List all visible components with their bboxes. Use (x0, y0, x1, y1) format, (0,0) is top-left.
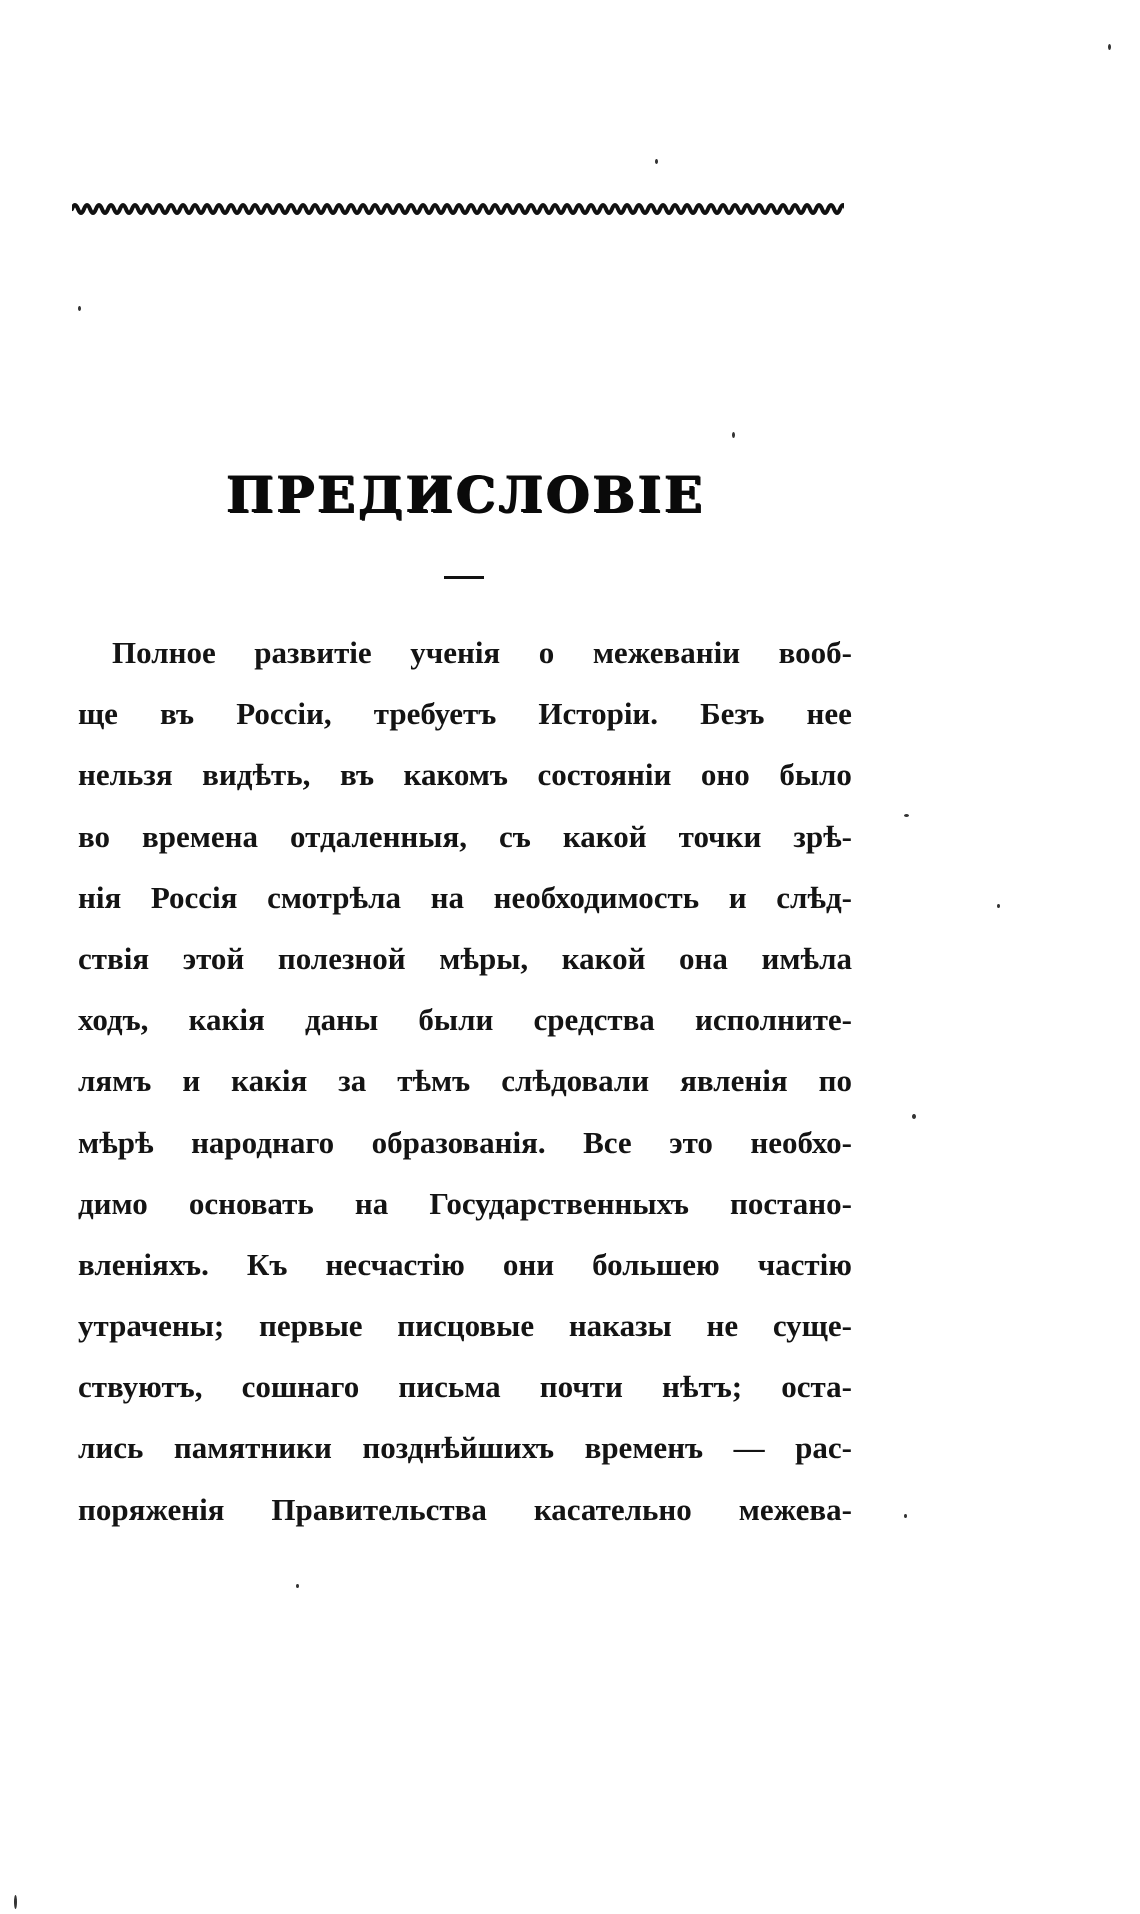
text-line (78, 1295, 852, 1356)
page-title: ПРЕДИСЛОВІЕ (225, 465, 705, 524)
word: въ (339, 757, 375, 793)
word: о (538, 635, 555, 670)
word: зрѣ- (793, 818, 852, 854)
word: касательно (533, 1491, 692, 1527)
word: межева- (738, 1491, 852, 1527)
word: съ (499, 818, 531, 854)
word: — (733, 1430, 765, 1466)
word: какой (562, 818, 647, 854)
title-divider (444, 576, 484, 579)
scan-speck (904, 1514, 907, 1518)
scan-speck (14, 1895, 17, 1909)
word: это (669, 1124, 713, 1160)
word: письма (398, 1369, 501, 1405)
word: межеваніи (592, 635, 741, 670)
word: вленіяхъ. (78, 1246, 209, 1282)
word: исполните- (695, 1002, 852, 1038)
text-line (78, 867, 852, 928)
word: постано- (730, 1185, 852, 1221)
scan-speck (904, 814, 909, 817)
word: какомъ (403, 757, 508, 793)
word: сошнаго (241, 1369, 360, 1405)
word: состояніи (537, 757, 672, 793)
word: временъ (584, 1430, 704, 1466)
word: развитіе (254, 635, 372, 670)
text-line (78, 989, 852, 1050)
word: нельзя (78, 757, 173, 793)
word: ствуютъ, (78, 1369, 203, 1405)
text-line (78, 1479, 852, 1540)
word: большею (592, 1246, 720, 1282)
word: Правительства (271, 1491, 487, 1527)
text-line (78, 622, 852, 683)
word: она (679, 940, 728, 976)
word: имѣла (761, 940, 852, 976)
text-line (78, 1173, 852, 1234)
word: оста- (781, 1369, 852, 1405)
word: Исторіи. (538, 696, 659, 732)
text-line (78, 806, 852, 867)
word: средства (533, 1002, 655, 1038)
word: и (182, 1063, 201, 1099)
word: утрачены; (78, 1308, 225, 1344)
word: лись (78, 1430, 144, 1466)
word: ще (78, 696, 118, 732)
word: не (706, 1308, 739, 1344)
word: на (430, 879, 464, 915)
word: оно (700, 757, 750, 793)
word: Россія (150, 879, 238, 915)
word: какія (188, 1002, 265, 1038)
word: Къ (246, 1246, 288, 1282)
word: первые (258, 1308, 363, 1344)
word: за (338, 1063, 367, 1099)
word: было (779, 757, 852, 793)
scan-speck (78, 306, 81, 311)
word: необхо- (750, 1124, 852, 1160)
word: образованія. (371, 1124, 546, 1160)
word: нія (78, 879, 122, 915)
word: памятники (173, 1430, 332, 1466)
word: нѣтъ; (662, 1369, 743, 1405)
word: этой (182, 940, 245, 976)
word: нее (806, 696, 852, 732)
text-line (78, 1050, 852, 1111)
word: они (502, 1246, 555, 1282)
word: рас- (795, 1430, 852, 1466)
text-line (78, 1417, 852, 1478)
word: явленія (680, 1063, 788, 1099)
scan-speck (1108, 44, 1111, 50)
word: полезной (277, 940, 406, 976)
word: народнаго (191, 1124, 335, 1160)
word: наказы (568, 1308, 672, 1344)
word: почти (539, 1369, 623, 1405)
word: Безъ (700, 696, 765, 732)
word: слѣдовали (501, 1063, 650, 1099)
word: видѣть, (202, 757, 311, 793)
text-line (78, 1112, 852, 1173)
word: какой (561, 940, 646, 976)
word: ствія (78, 940, 150, 976)
word: отдаленныя, (290, 818, 468, 854)
word: основать (188, 1185, 314, 1221)
body-text (78, 622, 852, 1540)
word: ученія (410, 635, 501, 670)
word: Полное (112, 635, 216, 670)
word: во (78, 818, 111, 854)
text-line (78, 744, 852, 805)
word: суще- (772, 1308, 852, 1344)
word: и (728, 879, 747, 915)
word: мѣрѣ (78, 1124, 154, 1160)
word: смотрѣла (267, 879, 401, 915)
scan-speck (732, 432, 735, 438)
word: писцовые (397, 1308, 535, 1344)
word: времена (142, 818, 259, 854)
word: точки (678, 818, 762, 854)
word: частію (757, 1246, 852, 1282)
text-line (78, 1234, 852, 1295)
word: слѣд- (776, 879, 852, 915)
word: были (418, 1002, 494, 1038)
text-line (78, 683, 852, 744)
text-line (78, 1356, 852, 1417)
ornamental-rule (72, 198, 844, 220)
word: ходъ, (78, 1002, 149, 1038)
text-line (78, 928, 852, 989)
word: лямъ (78, 1063, 152, 1099)
scan-speck (296, 1584, 299, 1588)
word: димо (78, 1185, 148, 1221)
word: мѣры, (439, 940, 529, 976)
scan-speck (912, 1114, 916, 1119)
word: на (354, 1185, 389, 1221)
word: требуетъ (373, 696, 497, 732)
word: необходимость (493, 879, 700, 915)
word: какія (231, 1063, 308, 1099)
word: поряженія (78, 1491, 225, 1527)
word: по (818, 1063, 852, 1099)
word: тѣмъ (397, 1063, 471, 1099)
word: позднѣйшихъ (362, 1430, 555, 1466)
word: Россіи, (236, 696, 332, 732)
word: даны (304, 1002, 379, 1038)
scan-speck (997, 904, 1000, 908)
word: вооб- (778, 635, 852, 670)
scan-speck (655, 159, 658, 164)
word: Государственныхъ (429, 1185, 689, 1221)
word: въ (160, 696, 195, 732)
word: несчастію (325, 1246, 465, 1282)
word: Все (583, 1124, 632, 1160)
